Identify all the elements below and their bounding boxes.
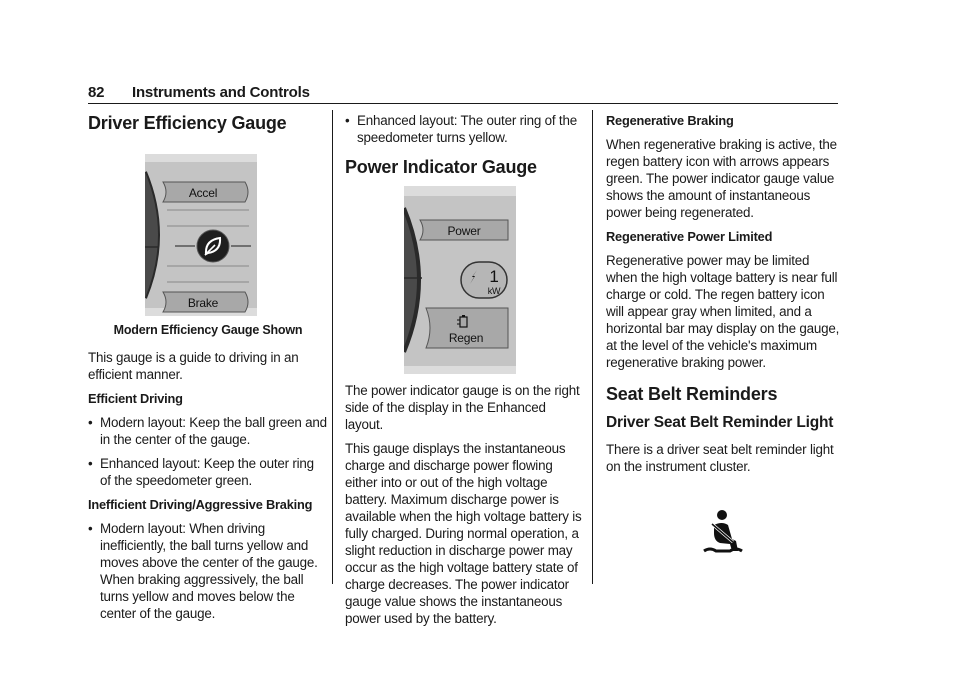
seatbelt-reminder-icon <box>700 509 748 557</box>
bullet-symbol: • <box>88 456 93 471</box>
regen-label: Regen <box>448 331 484 345</box>
seat-belt-title: Seat Belt Reminders <box>606 384 778 404</box>
bullet-text: Modern layout: Keep the ball green and in the center of the gauge. <box>100 415 327 447</box>
column-3 <box>606 112 842 557</box>
driver-efficiency-title: Driver Efficiency Gauge <box>88 113 287 133</box>
power-gauge-figure <box>404 186 516 374</box>
list-item <box>88 414 328 448</box>
list-item <box>345 112 585 146</box>
figure-caption: Modern Efficiency Gauge Shown <box>113 323 303 337</box>
regen-limited-heading: Regenerative Power Limited <box>606 229 773 244</box>
list-item <box>88 455 328 489</box>
regen-limited-text: Regenerative power may be limited when the high voltage battery is near full charge or cold. The regen battery icon will appear gray when limited, and a horizontal bar may display on the gauge, at the level of the vehicle's maximum regenerative braking power. <box>606 253 840 370</box>
bullet-symbol: • <box>345 113 350 128</box>
column-1 <box>88 112 328 629</box>
driver-seat-belt-subtitle: Driver Seat Belt Reminder Light <box>606 414 834 431</box>
header-rule <box>88 103 838 104</box>
efficient-driving-heading: Efficient Driving <box>88 391 183 406</box>
intro-text: This gauge is a guide to driving in an efficient manner. <box>88 350 299 382</box>
brake-label: Brake <box>187 296 219 310</box>
power-label: Power <box>447 224 481 238</box>
efficiency-gauge-figure <box>145 154 257 316</box>
regen-braking-heading: Regenerative Braking <box>606 113 734 128</box>
section-title: Instruments and Controls <box>132 84 310 101</box>
seat-belt-text: There is a driver seat belt reminder light on the instrument cluster. <box>606 442 834 474</box>
power-value: 1 <box>489 267 499 286</box>
regen-braking-text: When regenerative braking is active, the regen battery icon with arrows appears green. The power indicator gauge value shows the amount of instantaneous power being regenerated. <box>606 137 837 220</box>
page-header <box>88 84 838 104</box>
column-divider <box>592 110 593 584</box>
column-divider <box>332 110 333 584</box>
power-para-1: The power indicator gauge is on the right side of the display in the Enhanced layout. <box>345 383 580 432</box>
bullet-symbol: • <box>88 415 93 430</box>
power-unit: kW <box>487 286 501 296</box>
bullet-text: Enhanced layout: Keep the outer ring of the speedometer green. <box>100 456 314 488</box>
accel-label: Accel <box>188 186 218 200</box>
page-number: 82 <box>88 84 105 101</box>
bullet-text: Modern layout: When driving inefficiently, the ball turns yellow and moves above the center of the gauge. When braking aggressively, the ball turns yellow and moves below the center of the gauge. <box>100 521 318 621</box>
bullet-text: Enhanced layout: The outer ring of the speedometer turns yellow. <box>357 113 577 145</box>
power-para-2: This gauge displays the instantaneous charge and discharge power flowing either into or out of the high voltage battery. Maximum discharge power is available when the high voltage battery is fully charged. During normal operation, a slight reduction in discharge power may occur as the high voltage battery state of charge decreases. The power indicator gauge value shows the instantaneous power used by the battery. <box>345 441 582 626</box>
list-item <box>88 520 328 622</box>
inefficient-driving-heading: Inefficient Driving/Aggressive Braking <box>88 497 313 512</box>
power-indicator-title: Power Indicator Gauge <box>345 157 537 177</box>
column-2 <box>345 112 585 634</box>
bullet-symbol: • <box>88 521 93 536</box>
